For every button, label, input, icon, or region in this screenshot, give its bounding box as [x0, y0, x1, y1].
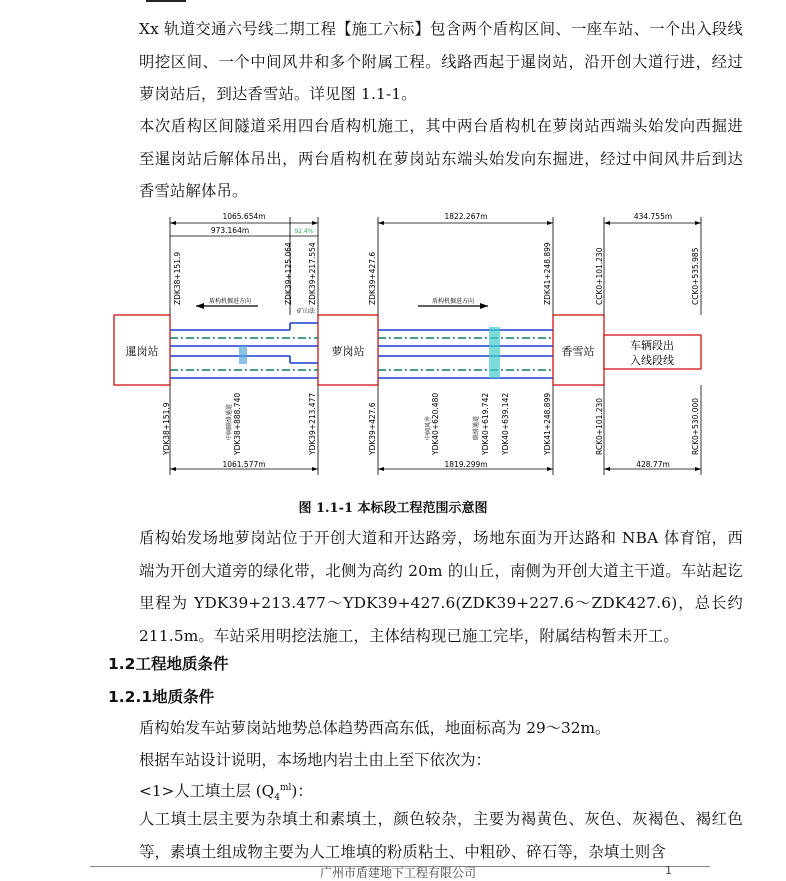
chainage-bottom-9: RCK0+101.230 — [595, 397, 604, 455]
chainage-bottom-3: YDK39+213.477 — [308, 392, 317, 455]
paragraph-intro: Xx 轨道交通六号线二期工程【施工六标】包含两个盾构区间、一座车站、一个出入段线明挖区间、一个中间风井和多个附属工程。线路西起于暹岗站，沿开创大道行进，经过萝岗站后，到达香雪站。详见图 1.1-1。 — [139, 20, 743, 103]
depot-label-1: 车辆段出 — [630, 339, 674, 352]
heading-geology-conditions: 1.2.1地质条件 — [108, 688, 215, 706]
station-luogang: 萝岗站 — [331, 345, 365, 358]
label-dir-right: 盾构机掘进方向 — [431, 298, 475, 305]
tunnel-middle — [378, 327, 553, 378]
dim-top-1: 1065.654m — [222, 212, 266, 221]
station-xiangxue: 香雪站 — [561, 345, 595, 358]
tunnel-left — [170, 323, 318, 378]
heading-geology: 1.2工程地质条件 — [108, 655, 229, 673]
label-shaft-right: 联络通道 — [473, 415, 480, 440]
paragraph-shield-machines: 本次盾构区间隧道采用四台盾构机施工，其中两台盾构机在萝岗站西端头始发向西掘进至暹岗站后解体吊出，两台盾构机在萝岗站东端头始发向东掘进，经过中间风井后到达香雪站解体吊。 — [139, 117, 743, 200]
chainage-top-7: CCK0+535.985 — [691, 247, 700, 305]
chainage-bottom-2: YDK38+888.740 — [233, 392, 242, 455]
chainage-bottom-5: YDK40+620.480 — [431, 392, 440, 455]
figure-caption: 图 1.1-1 本标段工程范围示意图 — [298, 501, 488, 516]
dim-bottom-2: 1819.299m — [444, 460, 488, 469]
paragraph-site: 盾构始发场地萝岗站位于开创大道和开达路旁，场地东面为开达路和 NBA 体育馆，西端为开创大道旁的绿化带，北侧为高约 20m 的山丘，南侧为开创大道主干道。车站起讫里程为 YDK39+213.477～YDK39+427.6(ZDK39+227.6～ZDK427.6)，总长约 211.5m。车站采用明挖法施工，主体结构现已施工完毕，附属结构暂未开工。 — [139, 529, 743, 645]
chainage-top-4: ZDK39+427.6 — [368, 251, 377, 305]
chainage-bottom-7: YDK40+639.142 — [501, 392, 510, 455]
chainage-bottom-6: YDK40+619.742 — [481, 392, 490, 455]
chainage-top-6: CCK0+101.230 — [595, 247, 604, 305]
label-mine: 矿山法 — [296, 308, 316, 315]
footer-company: 广州市盾建地下工程有限公司 — [320, 866, 477, 880]
dim-top-2: 973.164m — [210, 226, 250, 235]
label-shaft-mid: 中间风井 — [425, 415, 432, 440]
chainage-bottom-10: RCK0+530.000 — [691, 397, 700, 455]
dim-top-3: 92.4% — [294, 228, 314, 235]
dim-top-4: 1822.267m — [444, 212, 488, 221]
chainage-top-3: ZDK39+217.554 — [308, 242, 317, 305]
header-rule — [146, 0, 186, 6]
paragraph-strata: 根据车站设计说明，本场地内岩土由上至下依次为： — [139, 751, 491, 769]
paragraph-fill-layer: <1>人工填土层 $(Q_4^{ml})$： — [139, 782, 313, 804]
footer-page-number: 1 — [665, 864, 672, 877]
chainage-bottom-8: YDK41+248.899 — [543, 392, 552, 455]
chainage-bottom-4: YDK39+427.6 — [368, 402, 377, 455]
scope-diagram — [108, 205, 708, 490]
chainage-top-5: ZDK41+248.899 — [543, 242, 552, 305]
station-xiangang: 暹岗站 — [125, 345, 159, 358]
dim-bottom-3: 428.77m — [636, 460, 670, 469]
depot-label-2: 入线段线 — [630, 354, 674, 367]
paragraph-fill-description: 人工填土层主要为杂填土和素填土，颜色较杂，主要为褐黄色、灰色、灰褐色、褐红色等，素填土组成物主要为人工堆填的粉质粘土、中粗砂、碎石等，杂填土则含 — [139, 810, 743, 861]
dim-bottom-1: 1061.577m — [222, 460, 266, 469]
label-shaft-left: 中间联络通道 — [226, 403, 233, 440]
page-footer — [90, 866, 710, 879]
dim-top-5: 434.755m — [633, 212, 673, 221]
label-dir-left: 盾构机掘进方向 — [208, 298, 252, 305]
paragraph-terrain: 盾构始发车站萝岗站地势总体趋势西高东低，地面标高为 29～32m。 — [139, 719, 611, 737]
chainage-top-2: ZDK39+125.064 — [284, 242, 293, 305]
chainage-bottom-1: YDK38+151.9 — [162, 402, 171, 455]
chainage-top-1: ZDK38+151.9 — [173, 251, 182, 305]
